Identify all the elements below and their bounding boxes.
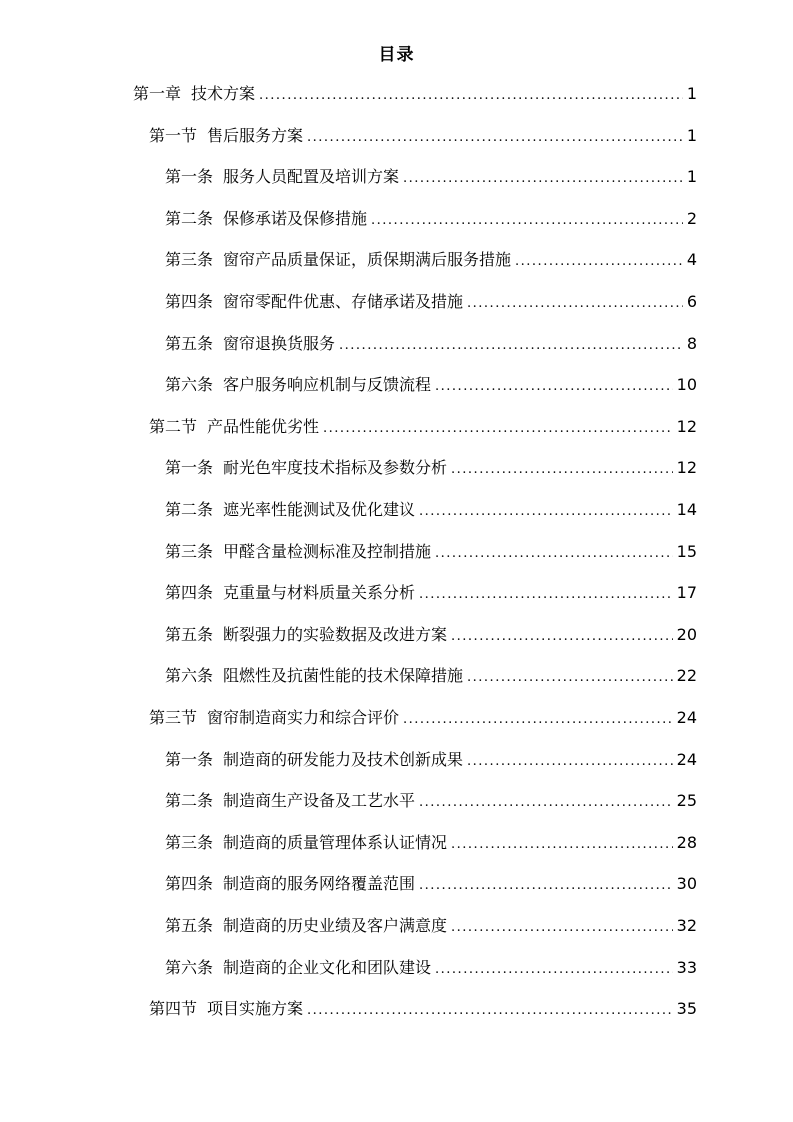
toc-entry-page-number: 1 (686, 84, 697, 103)
toc-entry[interactable] (165, 205, 697, 233)
toc-entry-number: 第二条 (165, 500, 214, 519)
toc-entry[interactable] (165, 870, 697, 898)
toc-entry-number: 第二节 (149, 416, 198, 436)
toc-entry-page-number: 20 (676, 624, 697, 644)
toc-entry-number: 第三节 (149, 708, 198, 727)
toc-entry-page-number: 33 (676, 957, 697, 977)
toc-entry-page-number: 35 (676, 999, 697, 1019)
toc-dot-leader (435, 540, 673, 568)
toc-entry-title: 制造商的企业文化和团队建设 (223, 957, 432, 977)
toc-entry-page-number: 25 (676, 791, 697, 811)
toc-entry-page-number: 1 (686, 167, 697, 187)
toc-entry[interactable] (149, 122, 697, 150)
toc-entry-title: 售后服务方案 (207, 125, 304, 145)
toc-entry-title: 项目实施方案 (207, 999, 304, 1019)
toc-entry[interactable] (165, 538, 697, 566)
toc-entry-page-number: 30 (676, 874, 697, 894)
toc-entry-number: 第三条 (165, 541, 214, 561)
toc-dot-leader (403, 706, 673, 734)
toc-entry[interactable] (165, 288, 697, 316)
toc-entry-page-number: 22 (676, 666, 697, 686)
toc-entry-page-number: 17 (676, 583, 697, 603)
toc-entry-number: 第四条 (165, 874, 214, 894)
toc-title: 目录 (378, 45, 415, 65)
toc-entry-title: 保修承诺及保修措施 (223, 208, 368, 228)
toc-entry-title: 制造商的研发能力及技术创新成果 (223, 749, 464, 769)
toc-entry[interactable] (165, 496, 697, 524)
toc-dot-leader (435, 373, 673, 401)
toc-dot-leader (467, 290, 683, 318)
toc-dot-leader (451, 456, 673, 484)
toc-entry-title: 产品性能优劣性 (207, 416, 320, 436)
toc-entry-number: 第一节 (149, 125, 198, 145)
toc-dot-leader (339, 332, 683, 360)
toc-entry-title: 窗帘制造商实力和综合评价 (207, 708, 400, 727)
toc-entry-title: 窗帘产品质量保证，质保期满后服务措施 (223, 250, 512, 270)
toc-entry-number: 第二条 (165, 791, 214, 811)
toc-entry-page-number: 8 (686, 333, 697, 353)
toc-dot-leader (323, 415, 673, 443)
toc-entry-page-number: 4 (686, 250, 697, 270)
toc-entry-number: 第四条 (165, 292, 214, 311)
toc-dot-leader (419, 581, 673, 609)
toc-dot-leader (419, 872, 673, 900)
toc-entry-page-number: 12 (676, 458, 697, 478)
toc-entry[interactable] (165, 163, 697, 191)
toc-entry-number: 第五条 (165, 333, 214, 353)
toc-entry-number: 第六条 (165, 375, 214, 395)
toc-entry[interactable] (165, 787, 697, 815)
toc-entry-number: 第一章 (133, 84, 182, 103)
toc-entry-page-number: 24 (676, 708, 697, 727)
toc-dot-leader (403, 165, 683, 193)
toc-entry-page-number: 2 (686, 208, 697, 228)
toc-entry-title: 甲醛含量检测标准及控制措施 (223, 541, 432, 561)
toc-entry-number: 第六条 (165, 957, 214, 977)
toc-entry[interactable] (165, 330, 697, 358)
toc-entry-page-number: 6 (686, 292, 697, 311)
toc-entry-number: 第二条 (165, 208, 214, 228)
toc-dot-leader (259, 82, 683, 110)
toc-entry-number: 第三条 (165, 832, 214, 852)
toc-dot-leader (371, 207, 683, 235)
toc-dot-leader (435, 956, 673, 984)
toc-entry[interactable] (165, 246, 697, 274)
toc-entry-number: 第四条 (165, 583, 214, 603)
toc-entry[interactable] (149, 413, 697, 441)
toc-entry-page-number: 12 (676, 416, 697, 436)
toc-entry[interactable] (149, 704, 697, 732)
toc-entry-number: 第一条 (165, 458, 214, 478)
toc-entry-page-number: 10 (676, 375, 697, 395)
toc-dot-leader (451, 623, 673, 651)
toc-entry-title: 制造商的服务网络覆盖范围 (223, 874, 416, 894)
toc-entry-title: 服务人员配置及培训方案 (223, 167, 400, 187)
toc-entry-title: 制造商的历史业绩及客户满意度 (223, 916, 448, 935)
toc-entry-title: 阻燃性及抗菌性能的技术保障措施 (223, 666, 464, 686)
toc-entry-page-number: 32 (676, 916, 697, 935)
toc-entry-title: 客户服务响应机制与反馈流程 (223, 375, 432, 395)
toc-entry-number: 第四节 (149, 999, 198, 1019)
toc-dot-leader (467, 664, 673, 692)
toc-entry-number: 第三条 (165, 250, 214, 270)
toc-entry-number: 第一条 (165, 749, 214, 769)
toc-entry-page-number: 14 (676, 500, 697, 519)
toc-entry[interactable] (165, 662, 697, 690)
toc-entry-title: 制造商的质量管理体系认证情况 (223, 832, 448, 852)
toc-entry[interactable] (165, 829, 697, 857)
toc-dot-leader (419, 498, 673, 526)
toc-entry[interactable] (165, 371, 697, 399)
toc-entry-number: 第五条 (165, 916, 214, 935)
toc-entry-page-number: 24 (676, 749, 697, 769)
toc-entry[interactable] (165, 746, 697, 774)
toc-entry-title: 断裂强力的实验数据及改进方案 (223, 624, 448, 644)
toc-dot-leader (451, 831, 673, 859)
toc-dot-leader (515, 248, 683, 276)
toc-entry[interactable] (165, 954, 697, 982)
toc-dot-leader (419, 789, 673, 817)
toc-entry[interactable] (133, 80, 697, 108)
toc-entry[interactable] (165, 454, 697, 482)
toc-entry-title: 耐光色牢度技术指标及参数分析 (223, 458, 448, 478)
toc-entry-title: 遮光率性能测试及优化建议 (223, 500, 416, 519)
toc-entry-number: 第一条 (165, 167, 214, 187)
toc-entry-page-number: 1 (686, 125, 697, 145)
toc-dot-leader (307, 997, 673, 1025)
toc-dot-leader (451, 914, 673, 942)
toc-entry-number: 第五条 (165, 624, 214, 644)
toc-entry-title: 窗帘零配件优惠、存储承诺及措施 (223, 292, 464, 311)
toc-entry-title: 制造商生产设备及工艺水平 (223, 791, 416, 811)
toc-entry-title: 技术方案 (191, 84, 256, 103)
toc-entry-number: 第六条 (165, 666, 214, 686)
toc-entry[interactable] (165, 621, 697, 649)
toc-entry[interactable] (149, 995, 697, 1023)
toc-entry[interactable] (165, 579, 697, 607)
toc-dot-leader (307, 124, 683, 152)
toc-entry-title: 克重量与材料质量关系分析 (223, 583, 416, 603)
toc-dot-leader (467, 748, 673, 776)
toc-entry-page-number: 15 (676, 541, 697, 561)
toc-entry-page-number: 28 (676, 832, 697, 852)
toc-entry-title: 窗帘退换货服务 (223, 333, 336, 353)
toc-entry[interactable] (165, 912, 697, 940)
